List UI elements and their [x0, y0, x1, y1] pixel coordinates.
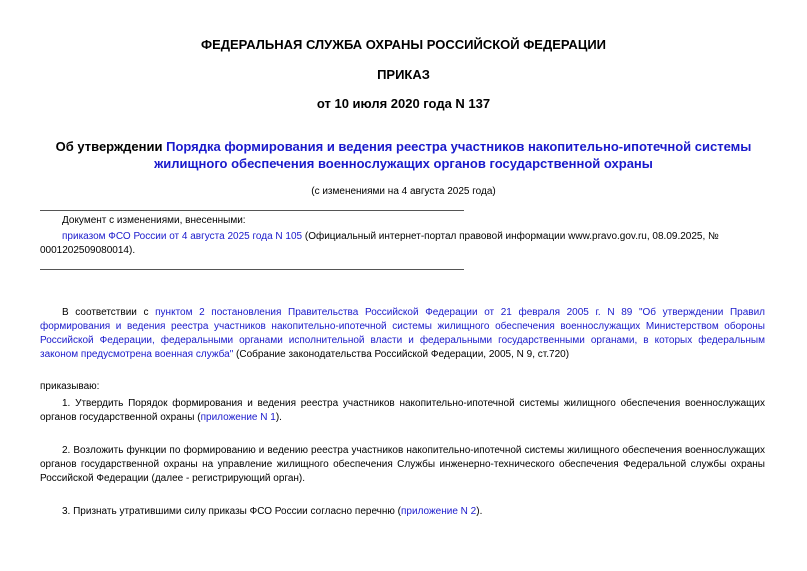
- document-title: [40, 138, 767, 172]
- item-1-text: 1. Утвердить Порядок формирования и ведения реестра участников накопительно-ипотечной системы жилищного обеспечения военнослужащих органов государственной охраны (: [40, 398, 765, 423]
- amendments-reference: [40, 230, 767, 258]
- order-date-number: от 10 июля 2020 года N 137: [316, 96, 491, 111]
- preamble-suffix: (Собрание законодательства Российской Федерации, 2005, N 9, ст.720): [233, 349, 570, 360]
- divider-top: [40, 210, 464, 211]
- organization-heading: ФЕДЕРАЛЬНАЯ СЛУЖБА ОХРАНЫ РОССИЙСКОЙ ФЕДЕРАЦИИ: [200, 37, 607, 52]
- order-item-2: [40, 444, 765, 486]
- preamble-link[interactable]: пунктом 2 постановления Правительства Российской Федерации от 21 февраля 2005 г. N 89 "Об утверждении Правил формирования и ведения реестра участников накопительно-ипотечной системы жилищного обеспечения военнослужащих Министерством обороны Российской Федерации, федеральными органами исполнительной власти и федеральными государственными органами, в которых федеральным законом предусмотрена военная служба": [40, 307, 766, 360]
- amendment-link[interactable]: приказом ФСО России от 4 августа 2025 года N 105: [62, 231, 303, 242]
- doc-type-heading: ПРИКАЗ: [377, 67, 430, 82]
- item-3-text: 3. Признать утратившими силу приказы ФСО России согласно перечню (: [62, 506, 402, 517]
- preamble-prefix: В соответствии с: [62, 307, 156, 318]
- order-item-1: [40, 397, 765, 425]
- title-prefix: Об утверждении: [55, 139, 167, 154]
- appendix-2-link[interactable]: приложение N 2: [401, 506, 477, 517]
- item-2-text: 2. Возложить функции по формированию и ведению реестра участников накопительно-ипотечной системы жилищного обеспечения военнослужащих органов государственной охраны на управление жилищного обеспечения Службы инженерно-технического обеспечения Федеральной службы охраны Российской Федерации (далее - регистрирующий орган).: [40, 445, 765, 484]
- amendment-note: (с изменениями на 4 августа 2025 года): [311, 186, 496, 197]
- amendments-intro: Документ с изменениями, внесенными:: [62, 215, 246, 226]
- appendix-1-link[interactable]: приложение N 1: [200, 412, 276, 423]
- preamble-paragraph: [40, 306, 765, 362]
- divider-bottom: [40, 269, 464, 270]
- title-link[interactable]: Порядка формирования и ведения реестра участников накопительно-ипотечной системы жилищного обеспечения военнослужащих органов государственной охраны: [154, 139, 752, 171]
- order-item-3: [40, 505, 765, 519]
- amendment-source: (Официальный интернет-портал правовой информации www.pravo.gov.ru, 08.09.2025, № 0001202509080014).: [40, 231, 719, 256]
- item-1-suffix: ).: [275, 412, 282, 423]
- order-word: приказываю:: [40, 381, 100, 392]
- item-3-suffix: ).: [476, 506, 483, 517]
